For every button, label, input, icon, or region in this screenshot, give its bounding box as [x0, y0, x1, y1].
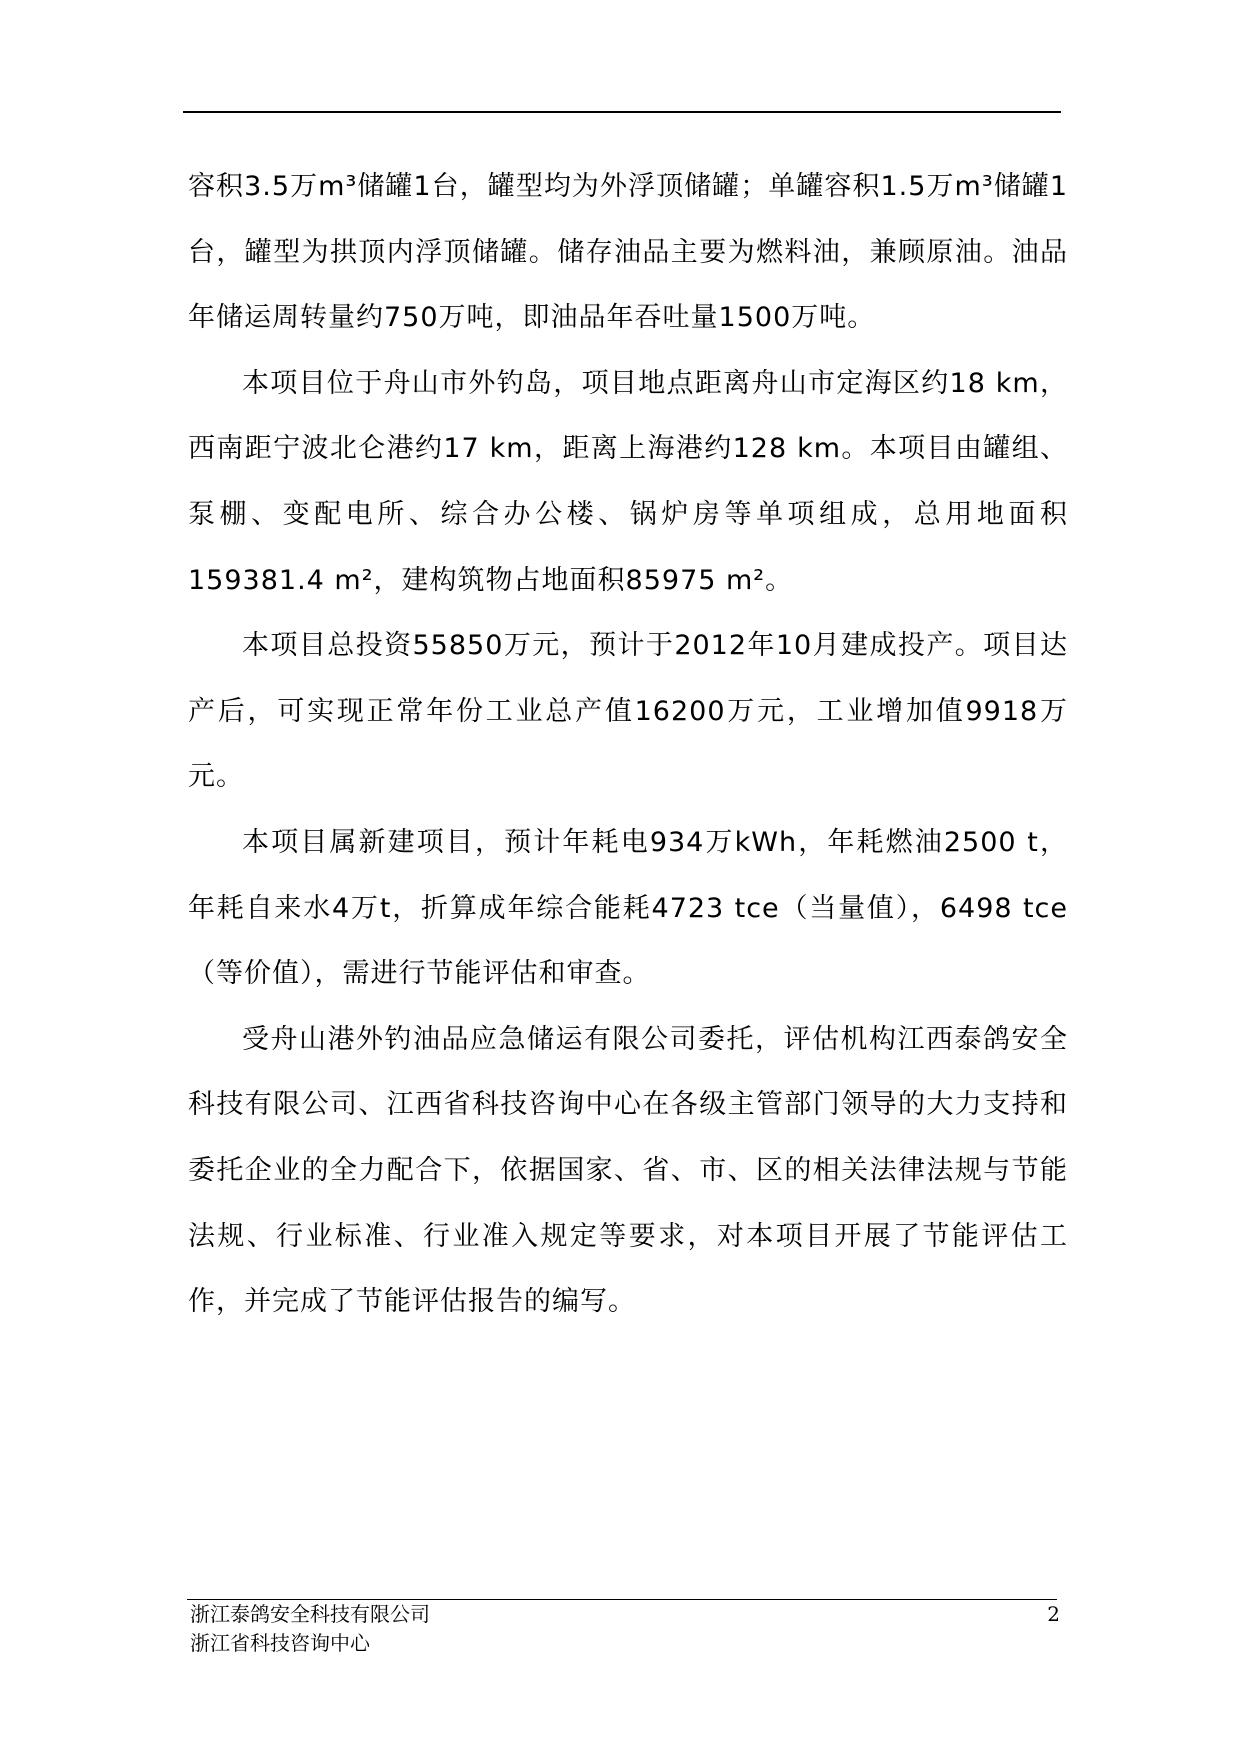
- footer-company-line-1: 浙江泰鸽安全科技有限公司: [190, 1602, 430, 1626]
- header-rule: [183, 111, 1061, 113]
- paragraph-continuation: 容积3.5万m³储罐1台，罐型均为外浮顶储罐；单罐容积1.5万m³储罐1台，罐型为拱顶内浮顶储罐。储存油品主要为燃料油，兼顾原油。油品年储运周转量约750万吨，即油品年吞吐量1500万吨。: [188, 171, 1068, 334]
- page-number: 2: [1047, 1602, 1060, 1626]
- footer-company-line-2: 浙江省科技咨询中心: [190, 1631, 370, 1655]
- paragraph-investment: 本项目总投资55850万元，预计于2012年10月建成投产。项目达产后，可实现正常年份工业总产值16200万元，工业增加值9918万元。: [188, 630, 1068, 793]
- paragraph-project-location: 本项目位于舟山市外钓岛，项目地点距离舟山市定海区约18 km，西南距宁波北仑港约17 km，距离上海港约128 km。本项目由罐组、泵棚、变配电所、综合办公楼、锅炉房等单项组成，总用地面积159381.4 m²，建构筑物占地面积85975 m²。: [188, 367, 1068, 596]
- paragraph-assessment-commission: 受舟山港外钓油品应急储运有限公司委托，评估机构江西泰鸽安全科技有限公司、江西省科技咨询中心在各级主管部门领导的大力支持和委托企业的全力配合下，依据国家、省、市、区的相关法律法规与节能法规、行业标准、行业准入规定等要求，对本项目开展了节能评估工作，并完成了节能评估报告的编写。: [188, 1023, 1068, 1318]
- document-body: [188, 154, 1068, 1335]
- page-footer: [190, 1600, 1060, 1658]
- paragraph-energy-consumption: 本项目属新建项目，预计年耗电934万kWh，年耗燃油2500 t，年耗自来水4万t，折算成年综合能耗4723 tce（当量值），6498 tce（等价值），需进行节能评估和审查。: [188, 826, 1068, 990]
